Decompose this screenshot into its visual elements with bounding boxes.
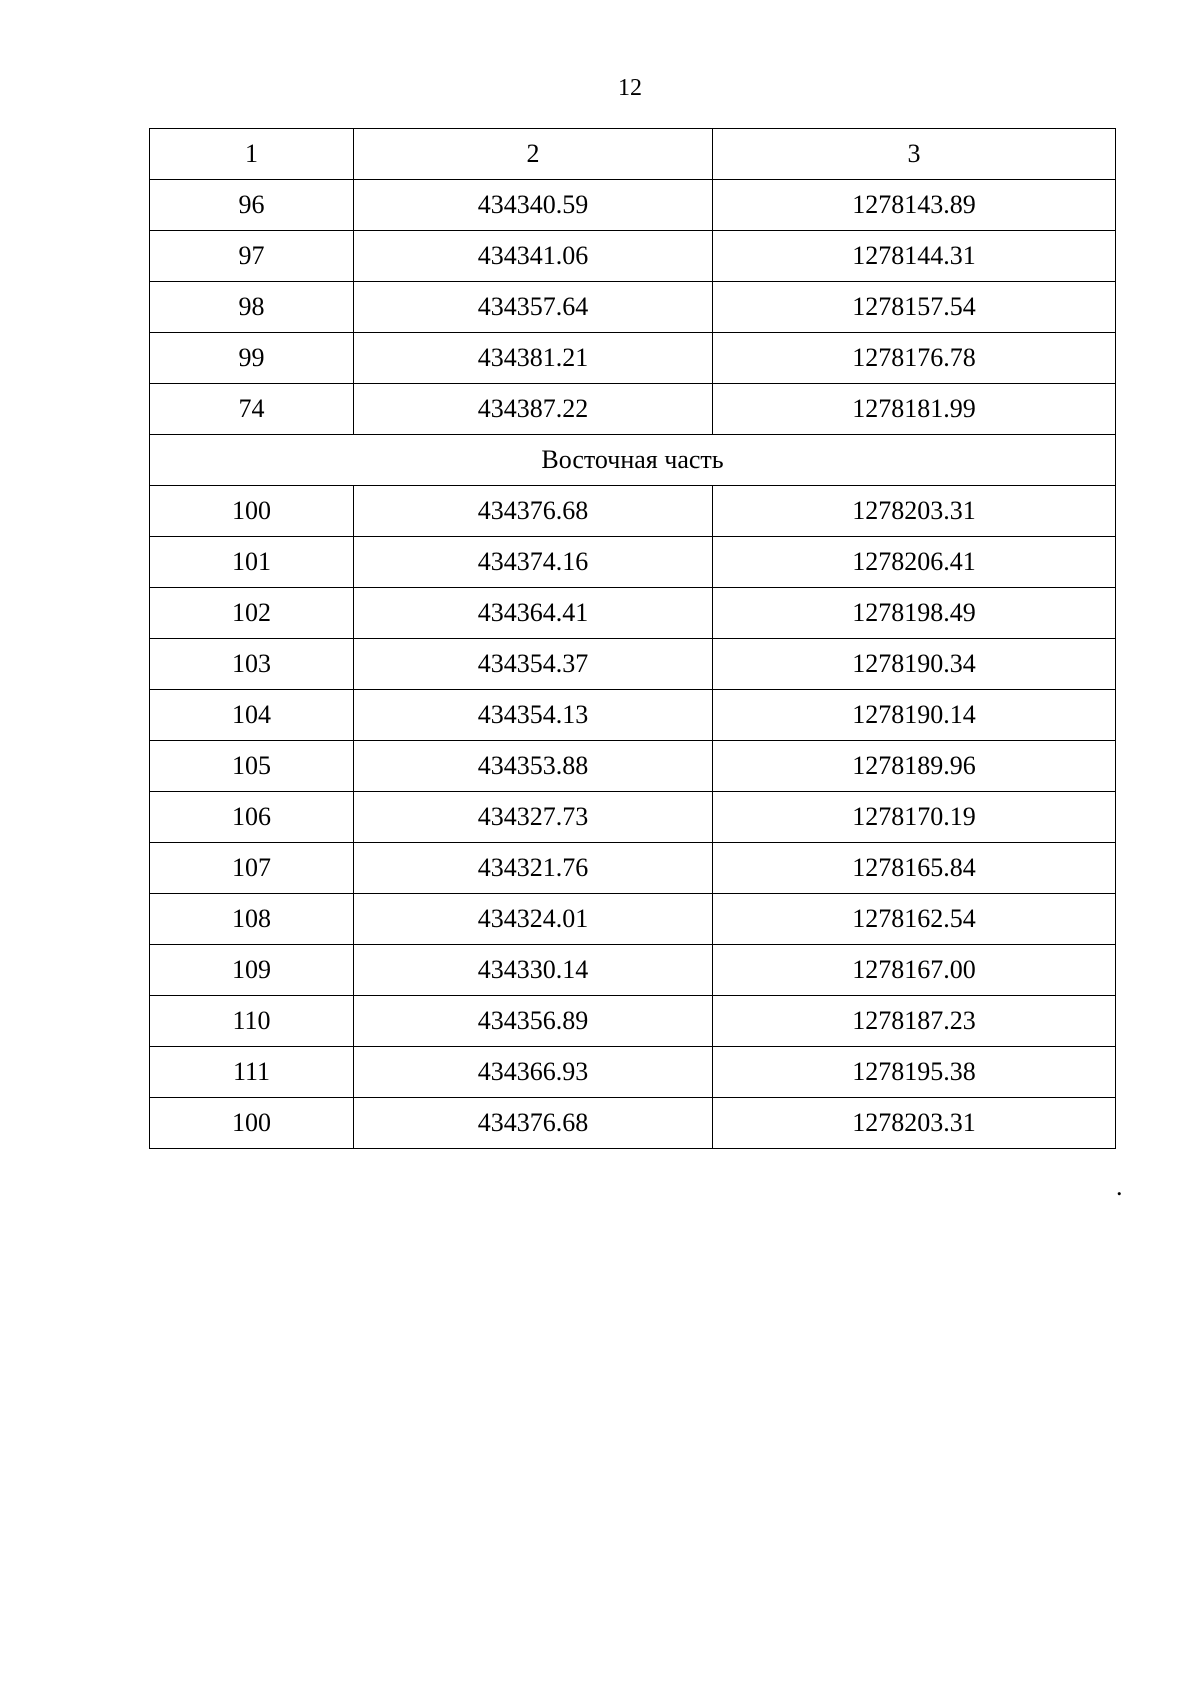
x-coordinate-cell: 434366.93 [354,1047,713,1098]
point-number-cell: 103 [150,639,354,690]
header-cell: 1 [150,129,354,180]
table-row [150,333,1116,384]
y-coordinate-cell: 1278143.89 [713,180,1116,231]
x-coordinate-cell: 434376.68 [354,1098,713,1149]
x-coordinate-cell: 434327.73 [354,792,713,843]
point-number-cell: 105 [150,741,354,792]
x-coordinate-cell: 434341.06 [354,231,713,282]
x-coordinate-cell: 434381.21 [354,333,713,384]
table-row [150,537,1116,588]
y-coordinate-cell: 1278206.41 [713,537,1116,588]
trailing-mark: . [1116,1172,1123,1201]
page-number: 12 [618,75,642,101]
coordinates-table [149,128,1116,1149]
point-number-cell: 100 [150,486,354,537]
table-row [150,1098,1116,1149]
x-coordinate-cell: 434374.16 [354,537,713,588]
x-coordinate-cell: 434387.22 [354,384,713,435]
point-number-cell: 96 [150,180,354,231]
section-title: Восточная часть [150,435,1116,486]
y-coordinate-cell: 1278176.78 [713,333,1116,384]
y-coordinate-cell: 1278190.14 [713,690,1116,741]
point-number-cell: 107 [150,843,354,894]
table-row [150,180,1116,231]
y-coordinate-cell: 1278195.38 [713,1047,1116,1098]
table-row [150,282,1116,333]
x-coordinate-cell: 434324.01 [354,894,713,945]
table-row [150,1047,1116,1098]
point-number-cell: 106 [150,792,354,843]
x-coordinate-cell: 434357.64 [354,282,713,333]
y-coordinate-cell: 1278181.99 [713,384,1116,435]
table-header-row [150,129,1116,180]
table-row [150,792,1116,843]
point-number-cell: 101 [150,537,354,588]
table-row [150,741,1116,792]
table-row [150,231,1116,282]
section-header-row [150,435,1116,486]
table-row [150,996,1116,1047]
x-coordinate-cell: 434321.76 [354,843,713,894]
table-row [150,690,1116,741]
y-coordinate-cell: 1278203.31 [713,486,1116,537]
point-number-cell: 109 [150,945,354,996]
y-coordinate-cell: 1278162.54 [713,894,1116,945]
point-number-cell: 102 [150,588,354,639]
x-coordinate-cell: 434354.37 [354,639,713,690]
point-number-cell: 97 [150,231,354,282]
y-coordinate-cell: 1278157.54 [713,282,1116,333]
x-coordinate-cell: 434340.59 [354,180,713,231]
y-coordinate-cell: 1278170.19 [713,792,1116,843]
y-coordinate-cell: 1278165.84 [713,843,1116,894]
header-cell: 3 [713,129,1116,180]
y-coordinate-cell: 1278167.00 [713,945,1116,996]
point-number-cell: 100 [150,1098,354,1149]
point-number-cell: 110 [150,996,354,1047]
table-row [150,588,1116,639]
point-number-cell: 108 [150,894,354,945]
y-coordinate-cell: 1278187.23 [713,996,1116,1047]
table-row [150,945,1116,996]
x-coordinate-cell: 434330.14 [354,945,713,996]
x-coordinate-cell: 434364.41 [354,588,713,639]
y-coordinate-cell: 1278198.49 [713,588,1116,639]
y-coordinate-cell: 1278189.96 [713,741,1116,792]
x-coordinate-cell: 434376.68 [354,486,713,537]
table-row [150,639,1116,690]
table-row [150,843,1116,894]
y-coordinate-cell: 1278190.34 [713,639,1116,690]
x-coordinate-cell: 434354.13 [354,690,713,741]
coordinates-table-body [150,129,1116,1149]
point-number-cell: 111 [150,1047,354,1098]
point-number-cell: 104 [150,690,354,741]
table-row [150,486,1116,537]
point-number-cell: 99 [150,333,354,384]
header-cell: 2 [354,129,713,180]
point-number-cell: 74 [150,384,354,435]
y-coordinate-cell: 1278144.31 [713,231,1116,282]
x-coordinate-cell: 434356.89 [354,996,713,1047]
x-coordinate-cell: 434353.88 [354,741,713,792]
table-row [150,894,1116,945]
y-coordinate-cell: 1278203.31 [713,1098,1116,1149]
table-row [150,384,1116,435]
point-number-cell: 98 [150,282,354,333]
